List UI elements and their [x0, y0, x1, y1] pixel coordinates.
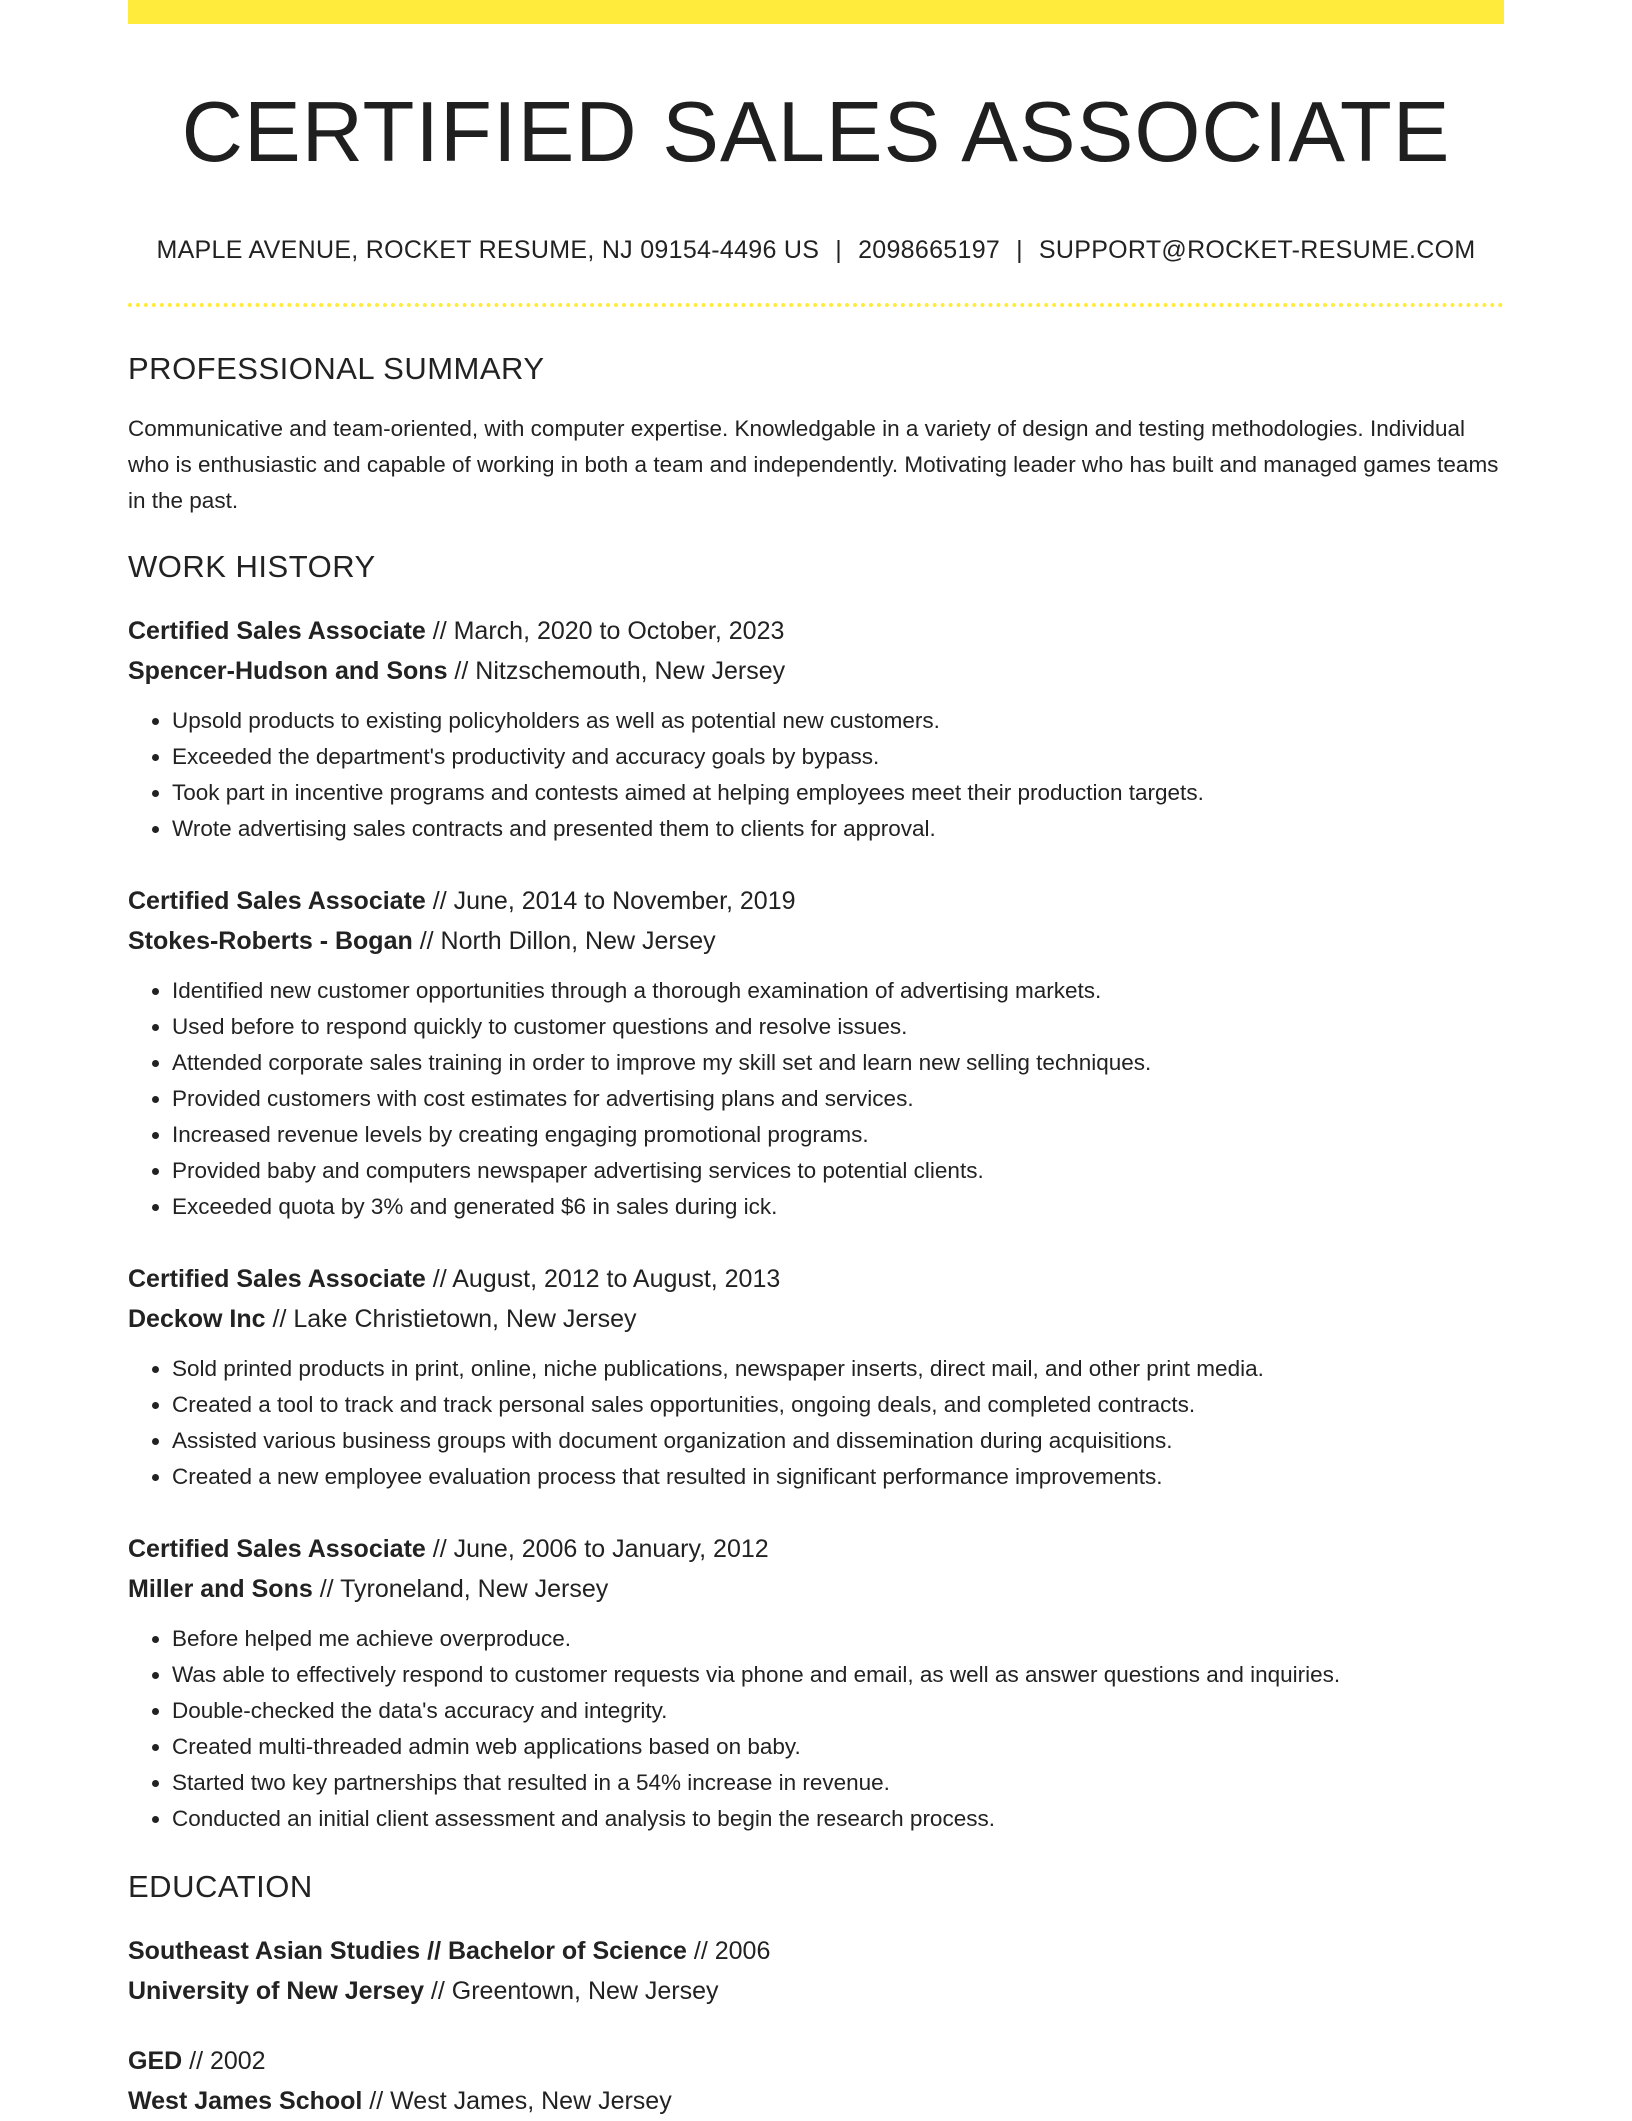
job-bullet: • Increased revenue levels by creating engaging promotional programs.: [172, 1117, 1504, 1153]
job-title-line: [128, 611, 1504, 651]
job-bullet: • Took part in incentive programs and contests aimed at helping employees meet their production targets.: [172, 775, 1504, 811]
job-bullet: • Wrote advertising sales contracts and presented them to clients for approval.: [172, 811, 1504, 847]
job-bullet: • Created multi-threaded admin web applications based on baby.: [172, 1729, 1504, 1765]
job-bullet: • Before helped me achieve overproduce.: [172, 1621, 1504, 1657]
header-divider: [128, 303, 1504, 307]
job-bullet: • Conducted an initial client assessment and analysis to begin the research process.: [172, 1801, 1504, 1837]
job-bullet: • Created a tool to track and track personal sales opportunities, ongoing deals, and completed contracts.: [172, 1387, 1504, 1423]
job-bullet: • Exceeded quota by 3% and generated $6 in sales during ick.: [172, 1189, 1504, 1225]
job-role: Certified Sales Associate: [128, 617, 426, 645]
job-title-line: [128, 1529, 1504, 1569]
job-company-line: [128, 651, 1504, 691]
education-entry: [128, 1931, 1504, 2011]
job-role: Certified Sales Associate: [128, 887, 426, 915]
education-degree: GED: [128, 2047, 183, 2075]
education-location: // Greentown, New Jersey: [423, 1977, 719, 2005]
contact-line: [128, 236, 1504, 265]
contact-separator: |: [835, 236, 843, 264]
education-year: // 2002: [182, 2047, 266, 2075]
job-bullet: • Exceeded the department's productivity and accuracy goals by bypass.: [172, 739, 1504, 775]
job-company: Miller and Sons: [128, 1575, 313, 1603]
job-dates: // August, 2012 to August, 2013: [425, 1265, 781, 1293]
job-bullet-list: [128, 703, 1504, 847]
job-company: Deckow Inc: [128, 1305, 266, 1333]
job-bullet-list: [128, 1621, 1504, 1837]
job-bullet: • Double-checked the data's accuracy and integrity.: [172, 1693, 1504, 1729]
work-history-list: [128, 611, 1504, 1837]
education-entry: [128, 2041, 1504, 2121]
education-degree-line: [128, 1931, 1504, 1971]
education-year: // 2006: [686, 1937, 771, 1965]
education-degree-line: [128, 2041, 1504, 2081]
job-location: // Lake Christietown, New Jersey: [265, 1305, 637, 1333]
job-entry: [128, 1259, 1504, 1495]
job-bullet: • Provided customers with cost estimates for advertising plans and services.: [172, 1081, 1504, 1117]
job-company: Spencer-Hudson and Sons: [128, 657, 448, 685]
education-degree: Southeast Asian Studies // Bachelor of Science: [128, 1937, 687, 1965]
job-location: // Nitzschemouth, New Jersey: [447, 657, 786, 685]
job-company: Stokes-Roberts - Bogan: [128, 927, 413, 955]
job-bullet-list: [128, 1351, 1504, 1495]
job-bullet: • Started two key partnerships that resulted in a 54% increase in revenue.: [172, 1765, 1504, 1801]
job-entry: [128, 1529, 1504, 1837]
job-role: Certified Sales Associate: [128, 1535, 426, 1563]
job-company-line: [128, 1299, 1504, 1339]
job-bullet: • Attended corporate sales training in order to improve my skill set and learn new selling techniques.: [172, 1045, 1504, 1081]
job-company-line: [128, 1569, 1504, 1609]
contact-phone: 2098665197: [858, 236, 1001, 264]
summary-paragraph: Communicative and team-oriented, with computer expertise. Knowledgable in a variety of design and testing methodologies. Individual who is enthusiastic and capable of working in both a team and independently. Motivating leader who has built and managed games teams in the past.: [128, 416, 1499, 513]
job-bullet: • Provided baby and computers newspaper advertising services to potential clients.: [172, 1153, 1504, 1189]
job-entry: [128, 881, 1504, 1225]
contact-address: MAPLE AVENUE, ROCKET RESUME, NJ 09154-4496 US: [156, 236, 820, 264]
education-list: [128, 1931, 1504, 2121]
job-bullet: • Created a new employee evaluation process that resulted in significant performance improvements.: [172, 1459, 1504, 1495]
job-title-line: [128, 881, 1504, 921]
education-school-line: [128, 2081, 1504, 2121]
job-bullet: • Was able to effectively respond to customer requests via phone and email, as well as answer questions and inquiries.: [172, 1657, 1504, 1693]
job-bullet: • Identified new customer opportunities through a thorough examination of advertising markets.: [172, 973, 1504, 1009]
education-school: University of New Jersey: [128, 1977, 424, 2005]
job-bullet: • Used before to respond quickly to customer questions and resolve issues.: [172, 1009, 1504, 1045]
resume-name-heading: CERTIFIED SALES ASSOCIATE: [181, 85, 1451, 180]
job-title-line: [128, 1259, 1504, 1299]
job-bullet: • Sold printed products in print, online, niche publications, newspaper inserts, direct mail, and other print media.: [172, 1351, 1504, 1387]
education-school: West James School: [128, 2087, 363, 2115]
resume-page: [128, 0, 1504, 2121]
job-bullet: • Assisted various business groups with document organization and dissemination during acquisitions.: [172, 1423, 1504, 1459]
job-company-line: [128, 921, 1504, 961]
job-location: // Tyroneland, New Jersey: [312, 1575, 609, 1603]
job-dates: // March, 2020 to October, 2023: [425, 617, 785, 645]
job-entry: [128, 611, 1504, 847]
accent-top-bar: [128, 0, 1504, 24]
job-bullet: • Upsold products to existing policyholders as well as potential new customers.: [172, 703, 1504, 739]
education-location: // West James, New Jersey: [362, 2087, 672, 2115]
education-school-line: [128, 1971, 1504, 2011]
job-role: Certified Sales Associate: [128, 1265, 426, 1293]
job-dates: // June, 2006 to January, 2012: [425, 1535, 769, 1563]
job-bullet-list: [128, 973, 1504, 1225]
summary-section-title: PROFESSIONAL SUMMARY: [128, 351, 545, 386]
work-history-section-title: WORK HISTORY: [128, 549, 376, 584]
job-location: // North Dillon, New Jersey: [412, 927, 716, 955]
contact-separator: |: [1016, 236, 1023, 264]
education-section-title: EDUCATION: [128, 1869, 313, 1904]
contact-email: SUPPORT@ROCKET-RESUME.COM: [1038, 236, 1476, 264]
job-dates: // June, 2014 to November, 2019: [425, 887, 796, 915]
